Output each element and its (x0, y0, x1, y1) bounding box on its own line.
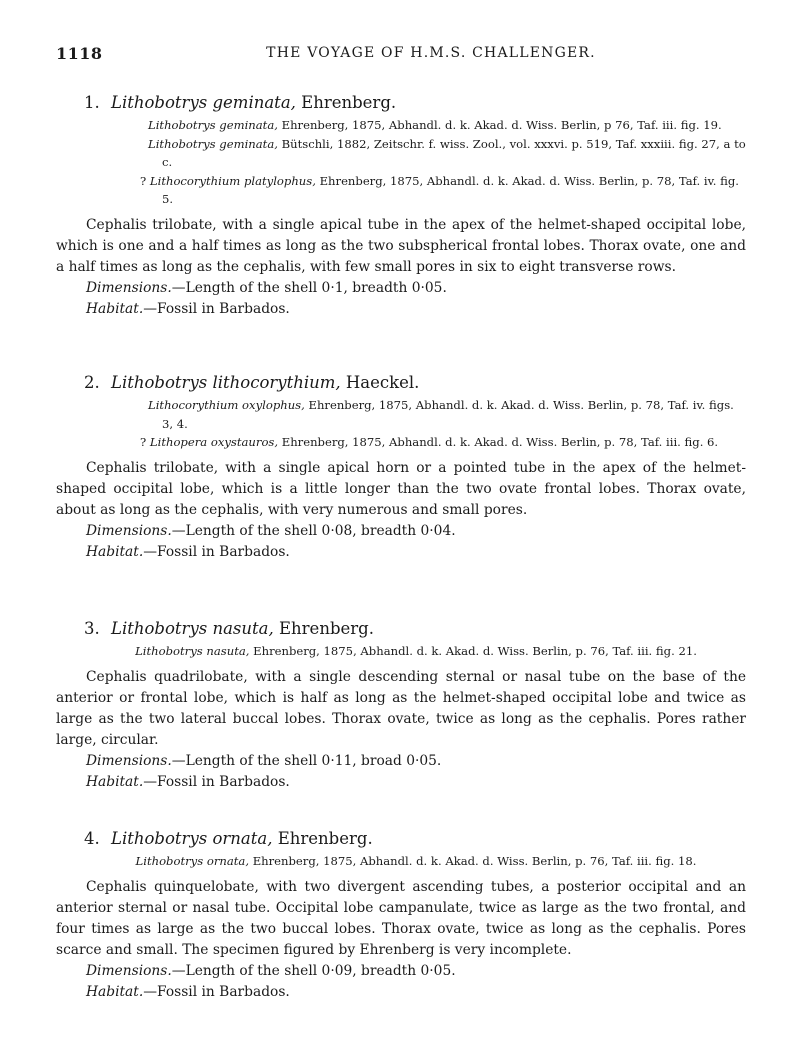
synonym: Lithobotrys geminata, Bütschli, 1882, Zeitschr. f. wiss. Zool., vol. xxxvi. p. 519, Taf. xxxiii. fig. 27, a to c. (148, 136, 746, 169)
synonym: Lithobotrys geminata, Ehrenberg, 1875, Abhandl. d. k. Akad. d. Wiss. Berlin, p 76, Taf. iii. fig. 19. (148, 118, 722, 132)
page-number: 1118 (56, 44, 103, 63)
species-entry (56, 90, 746, 320)
species-heading: 2. Lithobotrys lithocorythium, Haeckel. (84, 373, 420, 392)
synonym: ? Lithopera oxystauros, Ehrenberg, 1875, Abhandl. d. k. Akad. d. Wiss. Berlin, p. 78, Taf. iii. fig. 6. (140, 435, 719, 449)
synonym: Lithobotrys nasuta, Ehrenberg, 1875, Abhandl. d. k. Akad. d. Wiss. Berlin, p. 76, Taf. iii. fig. 21. (135, 644, 697, 658)
running-title: THE VOYAGE OF H.M.S. CHALLENGER. (266, 45, 596, 61)
dimensions: Dimensions.—Length of the shell 0·08, breadth 0·04. (86, 522, 456, 539)
species-name: Lithobotrys geminata, (111, 93, 296, 112)
species-name: Lithobotrys nasuta, (111, 619, 274, 638)
species-author: Ehrenberg. (279, 619, 374, 638)
species-name: Lithobotrys ornata, (111, 829, 273, 848)
species-entry (56, 370, 746, 563)
species-description: Cephalis quadrilobate, with a single descending sternal or nasal tube on the base of the anterior or frontal lobe, which is half as long as the helmet-shaped occipital lobe and twice as large as the two lateral buccal lobes. Thorax ovate, twice as long as the cephalis. Pores rather large, circular. (56, 668, 746, 748)
dimensions: Dimensions.—Length of the shell 0·1, breadth 0·05. (86, 279, 447, 296)
species-description: Cephalis trilobate, with a single apical tube in the apex of the helmet-shaped occipital lobe, which is one and a half times as long as the two subspherical frontal lobes. Thorax ovate, one and a half times as long as the cephalis, with few small pores in six to eight transverse rows. (56, 216, 746, 275)
synonym: Lithocorythium oxylophus, Ehrenberg, 1875, Abhandl. d. k. Akad. d. Wiss. Berlin, p. 78, Taf. iv. figs. 3, 4. (148, 398, 734, 431)
species-name: Lithobotrys lithocorythium, (111, 373, 341, 392)
page-header (56, 44, 746, 66)
habitat: Habitat.—Fossil in Barbados. (86, 300, 290, 317)
species-description: Cephalis quinquelobate, with two divergent ascending tubes, a posterior occipital and an anterior sternal or nasal tube. Occipital lobe campanulate, twice as large as the two frontal, and four times as large as the two buccal lobes. Thorax ovate, twice as long as the cephalis. Pores scarce and small. The specimen figured by Ehrenberg is very incomplete. (56, 878, 746, 958)
dimensions: Dimensions.—Length of the shell 0·11, broad 0·05. (86, 752, 442, 769)
species-author: Ehrenberg. (301, 93, 397, 112)
species-author: Ehrenberg. (277, 829, 373, 848)
synonym: Lithobotrys ornata, Ehrenberg, 1875, Abhandl. d. k. Akad. d. Wiss. Berlin, p. 76, Taf. iii. fig. 18. (135, 854, 697, 868)
habitat: Habitat.—Fossil in Barbados. (86, 773, 290, 790)
dimensions: Dimensions.—Length of the shell 0·09, breadth 0·05. (86, 962, 456, 979)
species-entry (56, 616, 746, 793)
species-heading: 1. Lithobotrys geminata, Ehrenberg. (84, 93, 397, 112)
synonym: ? Lithocorythium platylophus, Ehrenberg, 1875, Abhandl. d. k. Akad. d. Wiss. Berlin, p. 78, Taf. iv. fig. 5. (140, 173, 739, 206)
species-description: Cephalis trilobate, with a single apical horn or a pointed tube in the apex of the helmet-shaped occipital lobe, which is a little longer than the two ovate frontal lobes. Thorax ovate, about as long as the cephalis, with very numerous and small pores. (56, 459, 746, 518)
habitat: Habitat.—Fossil in Barbados. (86, 543, 290, 560)
species-entry (56, 826, 746, 1003)
habitat: Habitat.—Fossil in Barbados. (86, 983, 290, 1000)
species-author: Haeckel. (345, 373, 420, 392)
species-heading: 4. Lithobotrys ornata, Ehrenberg. (84, 829, 373, 848)
species-heading: 3. Lithobotrys nasuta, Ehrenberg. (84, 619, 374, 638)
